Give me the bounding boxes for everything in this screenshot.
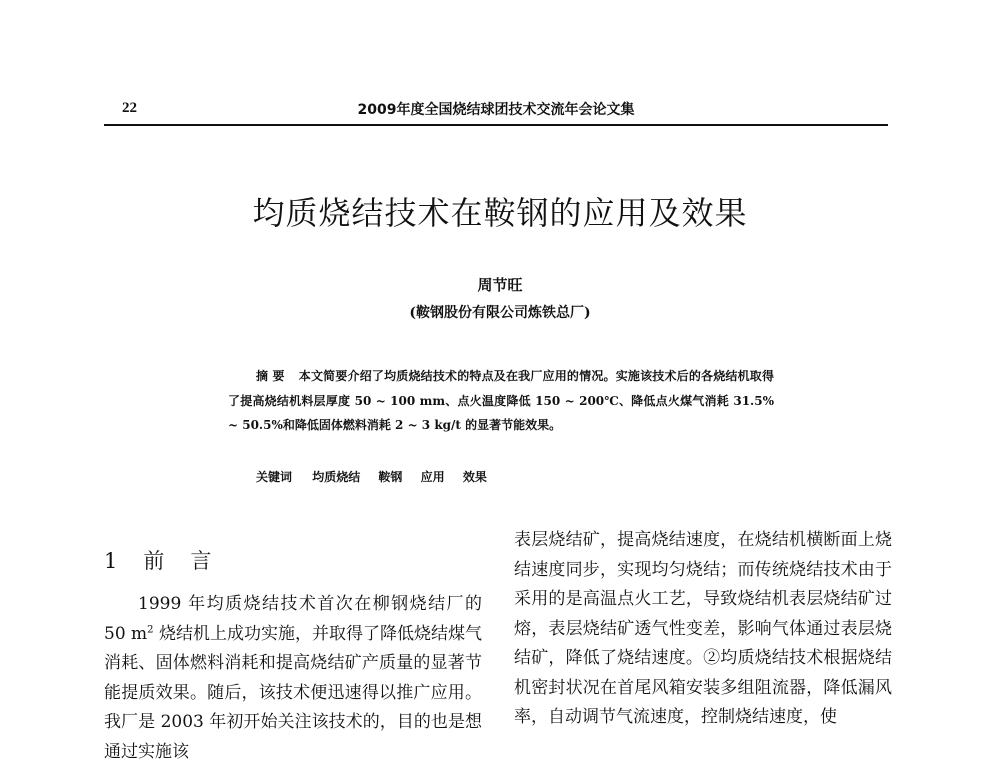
keyword: 效果 xyxy=(462,470,487,484)
running-head xyxy=(104,94,888,126)
article-title: 均质烧结技术在鞍钢的应用及效果 xyxy=(252,194,748,232)
section-number: 1 xyxy=(104,549,118,573)
keyword: 均质烧结 xyxy=(312,470,361,484)
page-number: 22 xyxy=(122,100,137,116)
body-paragraph: 表层烧结矿，提高烧结速度，在烧结机横断面上烧结速度同步，实现均匀烧结；而传统烧结技术由于采用的是高温点火工艺，导致烧结机表层烧结矿过熔，表层烧结矿透气性变差，影响气体通过表层烧结矿，降低了烧结速度。②均质烧结技术根据烧结机密封状况在首尾风箱安装多组阻流器，降低漏风率，自动调节气流速度，控制烧结速度，使 xyxy=(514,530,892,727)
body-text: 烧结机上成功实施，并取得了降低烧结煤气消耗、固体燃料消耗和提高烧结矿产质量的显著节能提质效果。随后，该技术便迅速得以推广应用。我厂是 2003 年初开始关注该技术的，目的也是想通过实施该 xyxy=(104,623,483,762)
keyword: 应用 xyxy=(420,470,445,484)
section-title-part: 言 xyxy=(190,549,212,573)
body-text: 1999 年均质烧结技术首次在柳钢烧结厂的 50 m xyxy=(104,594,482,644)
author-name: 周节旺 xyxy=(477,276,523,294)
body-column-left xyxy=(104,590,482,767)
author-affiliation: (鞍钢股份有限公司炼铁总厂) xyxy=(409,305,591,321)
body-paragraph xyxy=(104,590,482,767)
abstract-text: 本文简要介绍了均质烧结技术的特点及在我厂应用的情况。实施该技术后的各烧结机取得了提高烧结机料层厚度 50 ~ 100 mm、点火温度降低 150 ~ 200℃、降低点火煤气消耗 31.5% ~ 50.5%和降低固体燃料消耗 2 ~ 3 kg/t 的显著节能效果。 xyxy=(228,369,774,432)
journal-title: 2009年度全国烧结球团技术交流年会论文集 xyxy=(357,102,635,118)
superscript: 2 xyxy=(147,623,154,635)
abstract-label: 摘 要 xyxy=(256,369,285,383)
keyword: 鞍钢 xyxy=(378,470,403,484)
keywords xyxy=(256,468,501,485)
body-column-right xyxy=(514,526,892,733)
section-title-part: 前 xyxy=(143,549,165,573)
keywords-label: 关键词 xyxy=(256,470,293,484)
section-heading xyxy=(104,545,211,575)
abstract xyxy=(228,364,774,438)
